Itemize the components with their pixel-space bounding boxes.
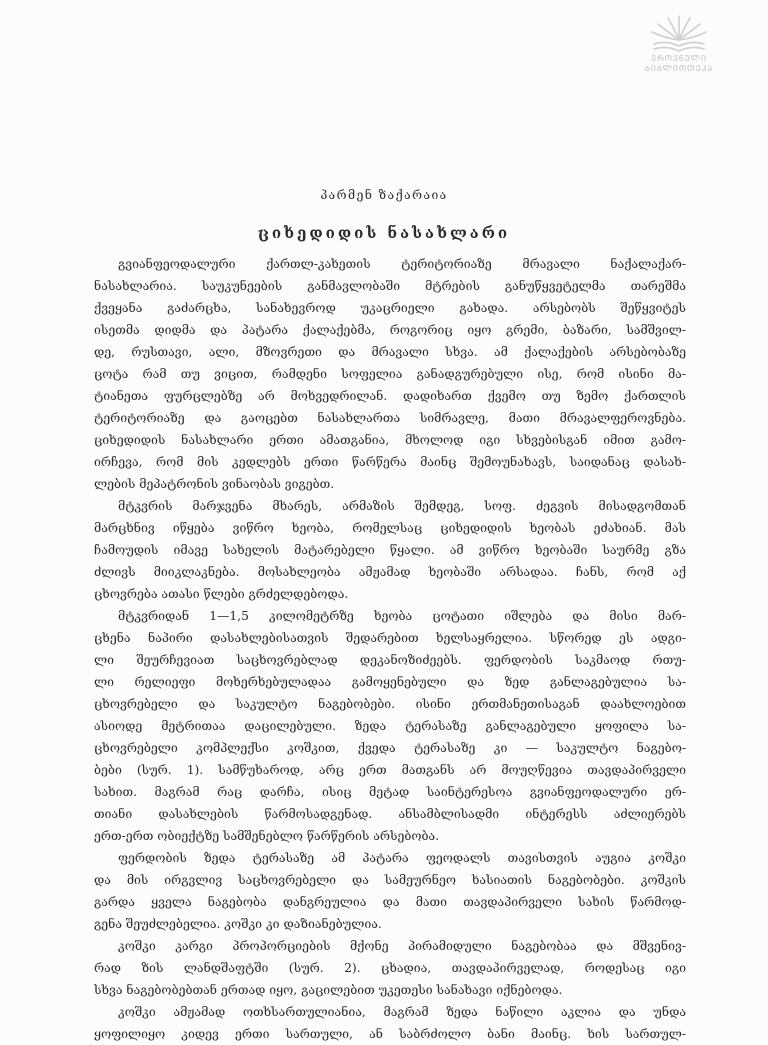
text-line: დე, რუსთავი, ალი, მზოვრეთი და მრავალი სხვა. ამ ქალაქების არსებობაზე	[94, 345, 686, 359]
text-line: ძლივს მიიკლაკნება. მოსახლეობა ამჟამად ხეობაში არსადაა. ჩანს, რომ აქ	[94, 565, 686, 579]
text-line: სახით. მაგრამ რაც დარჩა, ისიც მეტად საინტერესოა გვიანფეოდალური ერ-	[94, 785, 686, 799]
text-line: ფერდობის ზედა ტერასაზე ამ პატარა ფეოდალს თავისთვის აუგია კოშკი	[118, 851, 686, 865]
text-line: ბები (სურ. 1). სამწუხაროდ, არც ერთ მათგანს არ მოუღწევია თავდაპირველი	[94, 763, 686, 777]
book-sprout-icon	[644, 10, 714, 54]
text-line: ცხენა ნაპირი დასახლებისათვის შედარებით ხელსაყრელია. სწორედ ეს ადგი-	[94, 631, 686, 645]
text-line: ცოტა რამ თუ ვიცით, რამდენი სოფელია განადგურებული ისე, რომ ისინი მა-	[94, 367, 686, 381]
text-line: ლი შეურჩევიათ საცხოვრებლად დეკანოზიძეებს. ფერდობის საკმაოდ რთუ-	[94, 653, 686, 667]
text-line: გენა შეუძლებელია. კოშკი კი დაზიანებულია.	[94, 917, 382, 931]
text-line: ლების მეპატრონის ვინაობას ვიგებთ.	[94, 477, 335, 491]
text-line: გვიანფეოდალური ქართლ-კახეთის ტერიტორიაზე მრავალი ნაქალაქარ-	[118, 257, 686, 271]
library-logo	[638, 10, 720, 74]
text-line: გარდა ყველა ნაგებობა დანგრეულია და მათი თავდაპირველი სახის წარმოდ-	[94, 895, 686, 909]
paragraph	[94, 847, 686, 935]
paragraph	[94, 605, 686, 847]
author-name: პარმენ ზაქარაია	[320, 188, 448, 202]
text-line: ლი რელიეფი მოხერხებულადაა გამოყენებული და ზედ განლაგებულია სა-	[94, 675, 686, 689]
text-line: ჩამოუდის იმავე სახელის მატარებელი წყალი. ამ ვიწრო ხეობაში საურმე გზა	[94, 543, 686, 557]
text-line: ასიოდე მეტრითაა დაცილებული. ზედა ტერასაზე განლაგებული ყოფილა სა-	[94, 719, 686, 733]
logo-text-line-1: ᲔᲠᲝᲕᲜᲣᲚᲘ	[651, 54, 707, 63]
paragraph	[94, 935, 686, 1001]
text-line: მტკვრიდან 1—1,5 კილომეტრზე ხეობა ცოტათი იშლება და მისი მარ-	[118, 609, 686, 623]
text-line: რად ზის ლანდშაფტში (სურ. 2). ცხადია, თავდაპირველად, როდესაც იგი	[94, 961, 686, 975]
paragraph	[94, 1001, 686, 1045]
logo-text-line-2: ᲑᲘᲑᲚᲘᲝᲗᲔᲙᲐ	[644, 64, 714, 73]
text-line: და მის ირგვლივ საცხოვრებელი და სამეურნეო ხასიათის ნაგებობები. კოშკის	[94, 873, 686, 887]
text-line: მტკვრის მარჯვენა მხარეს, არმაზის შემდეგ, სოფ. ძეგვის მისადგომთან	[118, 499, 686, 513]
text-line: ციხედიდის ნასახლარი ერთი ამათგანია, მხოლოდ იგი სხვებისგან იმით გამო-	[94, 433, 686, 447]
text-line: ტერიტორიაზე და გაოცებთ ნასახლართა სიმრავლე, მათი მრავალფეროვნება.	[94, 411, 686, 425]
text-line: ნასახლარია. საუკუნეების განმავლობაში მტრების განუწყვეტელმა თარეშმა	[94, 279, 686, 293]
text-line: ისეთმა დიდმა და პატარა ქალაქებმა, როგორიც იყო გრემი, ბაზარი, სამშვილ-	[94, 323, 686, 337]
text-line: თიანი დასახლების წარმოსადგენად. ანსამბლისადმი ინტერესს აძლიერებს	[94, 807, 686, 821]
text-line: ქვეყანა გაძარცხა, სანახევროდ უკაცრიელი გახადა. არსებობს შეწყვიტეს	[94, 301, 686, 315]
text-line: სხვა ნაგებობებთან ერთად იყო, გაცილებით უკეთესი სანახავი იქნებოდა.	[94, 983, 563, 997]
text-line: ტიანეთა ფურცლებზე არ მოხვედრილან. დადიხართ ქვემო თუ ზემო ქართლის	[94, 389, 686, 403]
paragraph	[94, 253, 686, 495]
text-line: ერთ-ერთ ობიექტზე სამშენებლო წარწერის არსებობა.	[94, 829, 440, 843]
article-body	[94, 253, 686, 1045]
article-title: ციხედიდის ნასახლარი	[257, 224, 511, 242]
text-line: მარცხნივ იწყება ვიწრო ხეობა, რომელსაც ციხედიდის ხეობას ეძახიან. მას	[94, 521, 686, 535]
text-line: ირჩევა, რომ მის კედლებს ერთი წარწერა მაინც შემოუნახავს, საიდანაც დასახ-	[94, 455, 686, 469]
text-line: ყოფილიყო კიდევ ერთი სართული, ან საბრძოლო ბანი მაინც. ხის სართულ-	[94, 1027, 686, 1041]
paragraph	[94, 495, 686, 605]
text-line: კოშკი ამჟამად ოთხსართულიანია, მაგრამ ზედა ნაწილი აკლია და უნდა	[118, 1005, 686, 1019]
text-line: ცხოვრებელი და საკულტო ნაგებობები. ისინი ერთმანეთისაგან დაახლოებით	[94, 697, 686, 711]
text-line: ცხოვრება ათასი წლები გრძელდებოდა.	[94, 587, 349, 601]
text-line: კოშკი კარგი პროპორციების მქონე პირამიდული ნაგებობაა და მშვენივ-	[118, 939, 686, 953]
text-line: ცხოვრებელი კომპლექსი კოშკით, ქვედა ტერასაზე კი — საკულტო ნაგებო-	[94, 741, 686, 755]
